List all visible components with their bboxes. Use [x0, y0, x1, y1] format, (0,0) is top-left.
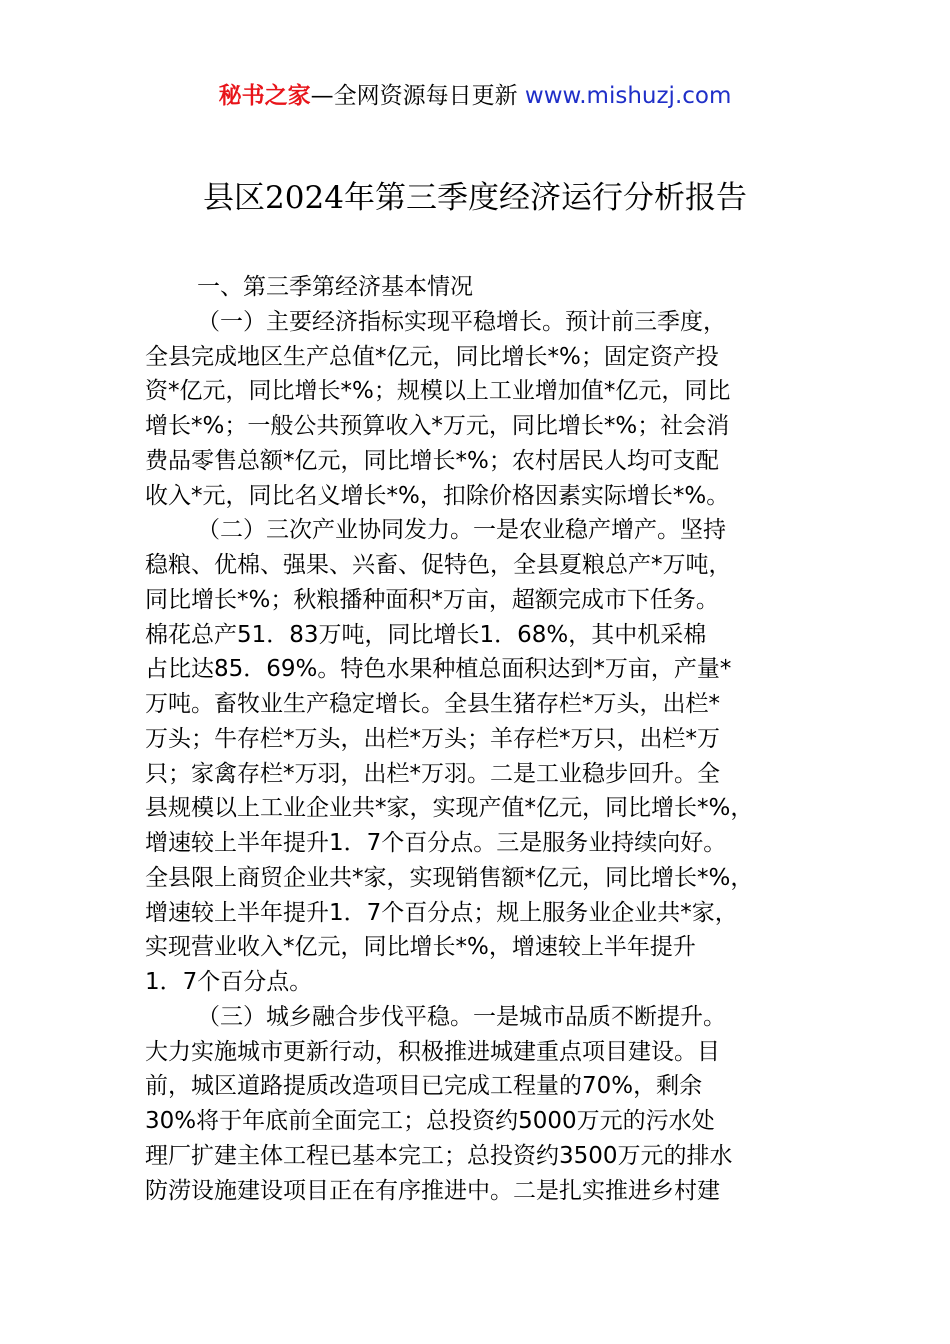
paragraph-line: 全县完成地区生产总值*亿元，同比增长*%；固定资产投: [145, 343, 719, 370]
paragraph-line: 万头；牛存栏*万头，出栏*万头；羊存栏*万只，出栏*万: [145, 725, 720, 752]
paragraph-line: 资*亿元，同比增长*%；规模以上工业增加值*亿元，同比: [145, 378, 731, 405]
site-url-link[interactable]: www.mishuzj.com: [524, 83, 732, 109]
paragraph-line: 理厂扩建主体工程已基本完工；总投资约3500万元的排水: [145, 1142, 733, 1169]
paragraph-line: 防涝设施建设项目正在有序推进中。二是扎实推进乡村建: [145, 1177, 720, 1204]
site-header: [0, 80, 950, 112]
paragraph-line: 1．7个百分点。: [145, 969, 313, 995]
paragraph-line: 只；家禽存栏*万羽，出栏*万羽。二是工业稳步回升。全: [145, 760, 720, 787]
paragraph-line: 增速较上半年提升1．7个百分点。三是服务业持续向好。: [145, 830, 727, 856]
paragraph-line: 大力实施城市更新行动，积极推进城建重点项目建设。目: [145, 1038, 720, 1065]
paragraph-line: （二）三次产业协同发力。一是农业稳产增产。坚持: [197, 517, 726, 544]
paragraph-line: 稳粮、优棉、强果、兴畜、促特色，全县夏粮总产*万吨，: [145, 552, 732, 578]
paragraph-line: 收入*元，同比名义增长*%，扣除价格因素实际增长*%。: [145, 482, 730, 509]
section-heading: 一、第三季第经济基本情况: [197, 274, 473, 300]
paragraph-line: （一）主要经济指标实现平稳增长。预计前三季度，: [197, 308, 726, 335]
paragraph-line: 前，城区道路提质改造项目已完成工程量的70%，剩余: [145, 1073, 703, 1100]
paragraph-line: 万吨。畜牧业生产稳定增长。全县生猪存栏*万头，出栏*: [145, 691, 720, 717]
paragraph-line: 同比增长*%；秋粮播种面积*万亩，超额完成市下任务。: [145, 586, 719, 613]
paragraph-line: 全县限上商贸企业共*家，实现销售额*亿元，同比增长*%，: [145, 864, 754, 891]
paragraph-line: 增长*%；一般公共预算收入*万元，同比增长*%；社会消: [145, 413, 730, 439]
site-tagline: —全网资源每日更新: [310, 83, 525, 109]
document-body: [145, 270, 825, 1208]
paragraph-line: （三）城乡融合步伐平稳。一是城市品质不断提升。: [197, 1003, 726, 1030]
site-brand: 秘书之家: [218, 83, 311, 109]
paragraph-line: 占比达85．69%。特色水果种植总面积达到*万亩，产量*: [145, 656, 732, 683]
paragraph-line: 费品零售总额*亿元，同比增长*%；农村居民人均可支配: [145, 447, 719, 474]
paragraph-line: 棉花总产51．83万吨，同比增长1．68%，其中机采棉: [145, 621, 707, 648]
paragraph-line: 实现营业收入*亿元，同比增长*%，增速较上半年提升: [145, 934, 696, 961]
paragraph-line: 县规模以上工业企业共*家，实现产值*亿元，同比增长*%，: [145, 795, 754, 822]
paragraph-line: 30%将于年底前全面完工；总投资约5000万元的污水处: [145, 1108, 715, 1134]
paragraph-line: 增速较上半年提升1．7个百分点；规上服务业企业共*家，: [145, 899, 738, 926]
document-title: 县区2024年第三季度经济运行分析报告: [203, 180, 747, 216]
